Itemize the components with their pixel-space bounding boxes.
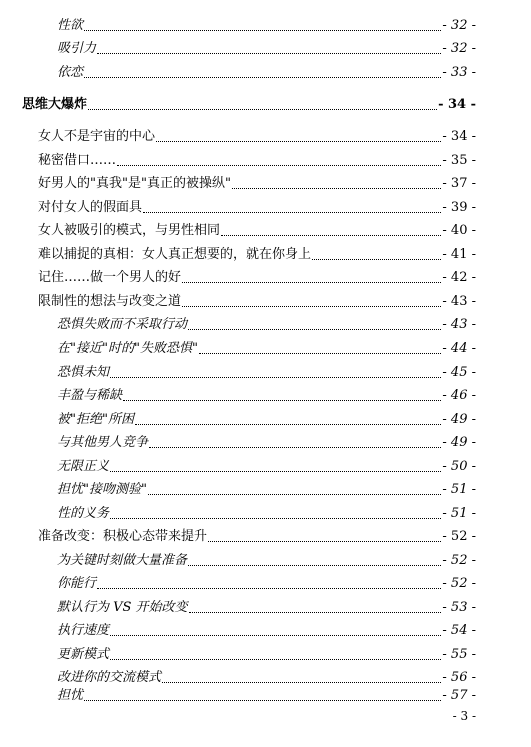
toc-entry-page: - 45 -: [442, 365, 476, 380]
toc-entry[interactable]: [57, 596, 476, 616]
toc-entry-page: - 44 -: [442, 341, 476, 356]
toc-entry-title: 恐惧失败而不采取行动: [57, 317, 188, 332]
toc-entry[interactable]: [38, 172, 476, 192]
dot-leader: [84, 699, 441, 701]
page-number: - 3 -: [452, 709, 476, 723]
dot-leader: [110, 634, 441, 636]
toc-entry[interactable]: [38, 243, 476, 263]
toc-entry[interactable]: [57, 666, 476, 686]
toc-entry-page: - 52 -: [442, 576, 476, 591]
dot-leader: [312, 258, 441, 260]
toc-entry-title: 好男人的"真我"是"真正的被操纵": [38, 176, 231, 191]
toc-entry-title: 与其他男人竞争: [57, 435, 149, 450]
toc-entry[interactable]: [57, 313, 476, 333]
dot-leader: [221, 234, 441, 236]
toc-section-entry[interactable]: [22, 93, 476, 113]
toc-entry[interactable]: [38, 196, 476, 216]
dot-leader: [143, 211, 441, 213]
dot-leader: [188, 564, 441, 566]
toc-entry-page: - 43 -: [442, 317, 476, 332]
dot-leader: [110, 376, 441, 378]
dot-leader: [84, 76, 441, 78]
toc-entry-title: 担忧: [57, 688, 84, 703]
toc-entry-title: 你能行: [57, 576, 97, 591]
toc-entry[interactable]: [57, 408, 476, 428]
toc-entry-page: - 32 -: [442, 18, 476, 33]
toc-entry-page: - 52 -: [442, 553, 476, 568]
dot-leader: [135, 423, 441, 425]
dot-leader: [148, 493, 441, 495]
dot-leader: [84, 29, 441, 31]
dot-leader: [88, 108, 437, 110]
toc-entry[interactable]: [57, 61, 476, 81]
toc-entry[interactable]: [57, 549, 476, 569]
toc-entry-title: 女人不是宇宙的中心: [38, 129, 156, 144]
toc-entry[interactable]: [57, 502, 476, 522]
toc-entry[interactable]: [57, 337, 476, 357]
toc-entry[interactable]: [57, 572, 476, 592]
toc-entry-title: 女人被吸引的模式，与男性相同: [38, 223, 221, 238]
toc-entry-title: 秘密借口……: [38, 153, 117, 168]
toc-section-title: 思维大爆炸: [22, 97, 88, 112]
toc-entry-title: 限制性的想法与改变之道: [38, 294, 182, 309]
toc-entry-title: 性欲: [57, 18, 84, 33]
toc-entry-page: - 41 -: [442, 247, 476, 262]
toc-entry-page: - 43 -: [442, 294, 476, 309]
toc-entry-title: 被"拒绝"所困: [57, 412, 134, 427]
toc-entry-page: - 51 -: [442, 506, 476, 521]
toc-entry-page: - 55 -: [442, 647, 476, 662]
toc-entry-title: 对付女人的假面具: [38, 200, 143, 215]
toc-entry-page: - 32 -: [442, 41, 476, 56]
toc-entry-title: 担忧"接吻测验": [57, 482, 147, 497]
toc-entry-title: 改进你的交流模式: [57, 670, 162, 685]
toc-entry-page: - 33 -: [442, 65, 476, 80]
toc-entry-page: - 46 -: [442, 388, 476, 403]
toc-entry-title: 依恋: [57, 65, 84, 80]
toc-entry-page: - 54 -: [442, 623, 476, 638]
toc-entry-page: - 35 -: [442, 153, 476, 168]
toc-entry-page: - 49 -: [442, 412, 476, 427]
dot-leader: [189, 611, 442, 613]
dot-leader: [149, 446, 441, 448]
toc-entry[interactable]: [57, 361, 476, 381]
dot-leader: [123, 399, 441, 401]
toc-entry-page: - 57 -: [442, 688, 476, 703]
toc-entry-page: - 39 -: [442, 200, 476, 215]
toc-entry-title: 在"接近"时的"失败恐惧": [57, 341, 198, 356]
toc-entry[interactable]: [57, 384, 476, 404]
toc-entry-page: - 53 -: [442, 600, 476, 615]
toc-entry-page: - 56 -: [442, 670, 476, 685]
dot-leader: [232, 187, 441, 189]
toc-entry-title: 更新模式: [57, 647, 110, 662]
toc-entry[interactable]: [38, 525, 476, 545]
dot-leader: [188, 328, 441, 330]
toc-entry-title: 执行速度: [57, 623, 110, 638]
toc-entry[interactable]: [57, 431, 476, 451]
dot-leader: [110, 658, 441, 660]
toc-entry[interactable]: [38, 219, 476, 239]
dot-leader: [182, 281, 441, 283]
toc-entry[interactable]: [57, 14, 476, 34]
dot-leader: [110, 517, 441, 519]
toc-entry-title: 难以捕捉的真相：女人真正想要的，就在你身上: [38, 247, 312, 262]
toc-entry-title: 恐惧未知: [57, 365, 110, 380]
toc-entry-title: 性的义务: [57, 506, 110, 521]
toc-entry-page: - 34 -: [442, 129, 476, 144]
toc-entry[interactable]: [38, 149, 476, 169]
toc-entry-title: 为关键时刻做大量准备: [57, 553, 188, 568]
dot-leader: [199, 352, 441, 354]
toc-entry[interactable]: [38, 125, 476, 145]
dot-leader: [110, 470, 441, 472]
toc-entry-page: - 40 -: [442, 223, 476, 238]
toc-entry-title: 丰盈与稀缺: [57, 388, 123, 403]
toc-entry-page: - 37 -: [442, 176, 476, 191]
dot-leader: [156, 140, 441, 142]
toc-entry-title: 吸引力: [57, 41, 97, 56]
toc-entry-title: 无限正义: [57, 459, 110, 474]
dot-leader: [97, 52, 441, 54]
dot-leader: [162, 681, 441, 683]
toc-entry-page: - 34 -: [438, 97, 476, 112]
toc-entry[interactable]: [57, 37, 476, 57]
toc-entry[interactable]: [57, 455, 476, 475]
toc-entry-title: 记住……做一个男人的好: [38, 270, 182, 285]
dot-leader: [117, 164, 441, 166]
toc-entry[interactable]: [57, 643, 476, 663]
toc-entry-title: 默认行为 VS 开始改变: [57, 600, 188, 615]
toc-entry[interactable]: [38, 266, 476, 286]
toc-entry-page: - 50 -: [442, 459, 476, 474]
toc-entry[interactable]: [57, 619, 476, 639]
toc-entry-page: - 52 -: [442, 529, 476, 544]
toc-entry-page: - 49 -: [442, 435, 476, 450]
toc-entry-page: - 51 -: [442, 482, 476, 497]
toc-entry[interactable]: [57, 684, 476, 704]
toc-entry-title: 准备改变：积极心态带来提升: [38, 529, 208, 544]
toc-entry-page: - 42 -: [442, 270, 476, 285]
toc-entry[interactable]: [57, 478, 476, 498]
dot-leader: [97, 587, 441, 589]
dot-leader: [208, 540, 441, 542]
dot-leader: [182, 305, 441, 307]
toc-entry[interactable]: [38, 290, 476, 310]
